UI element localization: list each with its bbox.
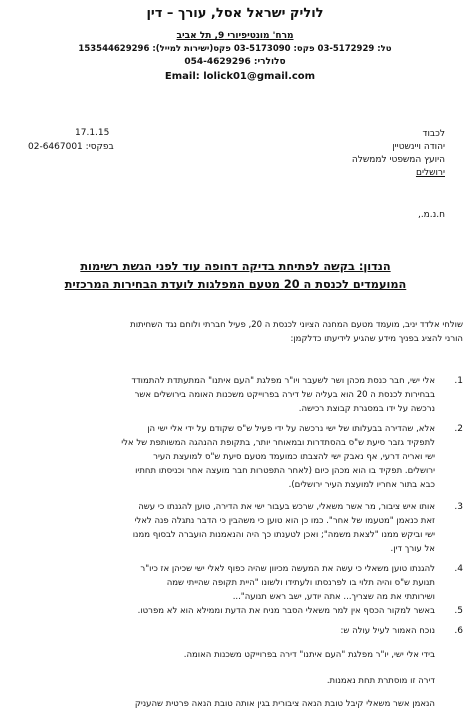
item-line: ישי ואריה דרעי, אף נאבק ישי להצבתו כמועמד מטעם סיעת ש"ס למועצת העיר xyxy=(153,452,435,462)
item-number: 6. xyxy=(454,626,463,636)
recipient-prefix: לכבוד xyxy=(422,129,445,139)
item-line: לתפקיד גזבר סיעת ש"ס בהסתדרות ובמאוחר יותר, בתקופת ההנהגה המשותפת של אלי xyxy=(121,438,435,448)
item-number: 2. xyxy=(454,424,463,434)
subject-line-2: המועמדים לכנסת ה 20 מטעם המפלגות לועדת הבחירות המרכזית xyxy=(64,278,407,291)
item-line: ירושלים. תפקיד בו הוא מכהן כיום (לאחר התפטרות חבר מועצה אחר וכניסתו תחתיו xyxy=(135,466,435,476)
item-line: ושירותתי את מה שצריך... אתה יודע, ישב ראש תנועה"... xyxy=(232,592,435,602)
item-line: באשר למקור הכסף אין למר משאלי הסבר מניח את הדעת וממילא הוא לא מפרטו. xyxy=(137,606,435,616)
item-line: נוכח האמור לעיל עולה ש: xyxy=(340,626,435,636)
item-number: 4. xyxy=(454,564,463,574)
letter-date: 17.1.15 xyxy=(75,128,110,138)
item-5 xyxy=(12,604,467,620)
intro-line: שולחי אלדד יניב, מועמד מטעם המחנה הציוני לכנסת ה 20, פעיל חברתי ולוחם נגד השחיתות xyxy=(130,320,463,330)
item-line: ישי וביקש ממנו "לצאת משמה"; ואכן לטענתו כך היה והנאמנות הועברה לבסוף ממנו xyxy=(132,530,435,540)
item-3 xyxy=(12,500,467,560)
letterhead-cell: סלולרי: 054-4629296 xyxy=(184,57,286,67)
fax-number: בפקסי: 02-6467001 xyxy=(28,142,114,152)
item-line: אלא, שהדירה בבעלותו של ישי נרכשה על ידי פעיל ש"ס שקודם על ידי אלי ישי הן xyxy=(147,424,435,434)
item-number: 5. xyxy=(454,606,463,616)
item-6 xyxy=(12,624,467,640)
item-line: תנועת ש"ס והיה תלוי בו לפרנסתו ולעתידו ולשונו "היית תקופה שהייתי שמה xyxy=(166,578,435,588)
greeting: ח.נ.מ., xyxy=(417,210,445,220)
intro-line: הורני להציג בפניך מידע שהגיע לידיעתו כדלקמן: xyxy=(290,334,463,344)
sub-point-2: דירה זו מוסתרת תחת נאמנות. xyxy=(326,676,435,686)
recipient-name: יהודה ויינשטיין xyxy=(392,142,445,152)
item-line: אותו איש ציבור, מר אשר משאלי, שרכש בעבור ישי את הדירה, טוען להגנתו כי עשה xyxy=(138,502,435,512)
recipient-block xyxy=(245,128,445,180)
recipient-title: היועץ המשפטי לממשלה xyxy=(351,155,445,165)
item-line: אלי ישי, חבר כנסת מכהן ושר לשעבר ויו"ר מפלגת "העם איתנו" המתעתדת להתמודד xyxy=(131,376,435,386)
item-line: נרכשה על ידו במסגרת קבוצת רכישה. xyxy=(298,404,435,414)
letterhead-address: מרח' מונטיפיורי 9, תל אביב xyxy=(176,31,294,41)
letterhead-email: Email: lolick01@gmail.com xyxy=(164,71,316,82)
item-line: בבחירות לכנסת ה 20 הוא בעליה של דירה בפרוייקט משכנות האומה בירושלים אשר xyxy=(134,390,435,400)
item-line: זאת כנאמן "מטעמו של אחר". כמו כן הוא טוען כי משהבין כי הדבר נתגלה פנה לאלי xyxy=(134,516,435,526)
recipient-city: ירושלים xyxy=(415,168,445,178)
item-number: 1. xyxy=(454,376,463,386)
item-number: 3. xyxy=(454,502,463,512)
subject-line-1: הנדון: בקשה לפתיחת בדיקה דחופה עוד לפני הגשת רשימות xyxy=(80,260,391,273)
item-4 xyxy=(12,562,467,608)
letterhead-phones: טל: 03-5172929 פקס: 03-5173090 פקס(ישירות למייל): 153544629296 xyxy=(78,44,392,54)
item-line: אל עורך דין. xyxy=(390,544,435,554)
item-line: כבא בתור אחריו למועצת העיר ירושלים). xyxy=(288,480,435,490)
letterhead-name: לוליק ישראל אסל, עורך – דין xyxy=(146,6,324,21)
item-2 xyxy=(12,422,467,502)
intro-paragraph xyxy=(11,318,463,346)
sub-point-3: הנאמן אשר משאלי קיבל טובת הנאה ציבורית בגין אותה טובת הנאה פרטית שהעניק xyxy=(134,699,435,709)
item-line: להגנתו טוען משאלי כי עשה את המעשה מכיוון שהיה כפוף לאלי ישי שכיהן אז כיו"ר xyxy=(140,564,435,574)
sub-point-1: בידי אלי ישי, יו"ר מפלגת "העם איתנו" דירה בפרוייקט משכנות האומה. xyxy=(183,650,435,660)
